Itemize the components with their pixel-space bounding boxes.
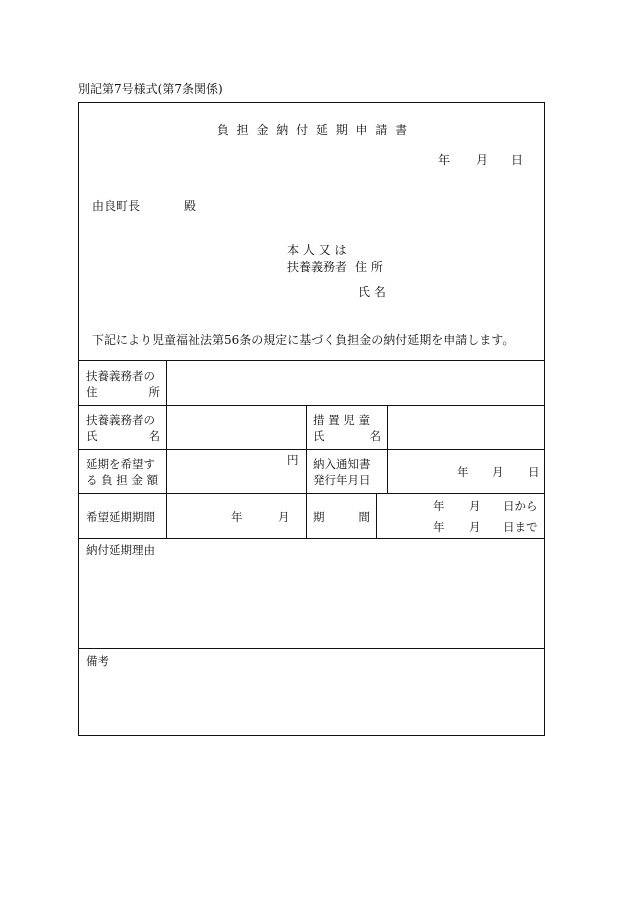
- row3-label2-line1: 納入通知書: [313, 457, 371, 471]
- row3-label-line2: る 負 担 金 額: [86, 473, 159, 487]
- row2-label2-line1: 措 置 児 童: [313, 413, 370, 427]
- form-title: 負 担 金 納 付 延 期 申 請 書: [216, 123, 410, 137]
- row2-label-line1: 扶養義務者の: [86, 413, 155, 427]
- table-rule-3: [78, 449, 545, 450]
- row4-to-day: 日まで: [503, 520, 538, 534]
- row4-label2-b: 間: [358, 510, 370, 524]
- row4-from-day: 日から: [503, 499, 538, 513]
- row1-label-line2-a: 住: [86, 385, 98, 399]
- table-col-divider-3b: [376, 493, 377, 538]
- row4-from-year: 年: [433, 499, 445, 513]
- table-rule-4: [78, 493, 545, 494]
- row3-date-year: 年: [457, 465, 469, 479]
- row2-label-line2-b: 名: [148, 429, 160, 443]
- row1-label-line2-b: 所: [148, 385, 160, 399]
- row3-currency-unit: 円: [287, 453, 299, 467]
- row4-label2-a: 期: [313, 510, 325, 524]
- row3-date-day: 日: [528, 465, 540, 479]
- date-year: 年: [438, 153, 451, 167]
- table-col-divider-2: [306, 405, 307, 538]
- date-month: 月: [476, 153, 489, 167]
- row2-label2-line2-a: 氏: [313, 429, 325, 443]
- row2-label-line2-a: 氏: [86, 429, 98, 443]
- table-rule-5: [78, 538, 545, 539]
- table-rule-2: [78, 405, 545, 406]
- row2-label-line2: [86, 428, 160, 444]
- reason-label: 納付延期理由: [86, 543, 155, 557]
- row4-year: 年: [231, 510, 243, 524]
- row1-label-line2: [86, 384, 160, 400]
- row3-label2-line2: 発行年月日: [313, 473, 371, 487]
- row2-label2-line2-b: 名: [369, 429, 381, 443]
- addressee-name: 由良町長: [92, 199, 141, 213]
- applicant-role: 扶養義務者: [287, 260, 348, 274]
- table-col-divider-1: [166, 360, 167, 538]
- row4-to-month: 月: [469, 520, 481, 534]
- application-statement: 下記により児童福祉法第56条の規定に基づく負担金の納付延期を申請します。: [92, 333, 515, 347]
- applicant-name-label: 氏 名: [358, 285, 386, 299]
- row4-label2: [313, 509, 370, 525]
- row4-label: 希望延期期間: [86, 510, 155, 524]
- row2-label2-line2: [313, 428, 381, 444]
- applicant-line1: 本 人 又 は: [287, 243, 347, 257]
- table-rule-6: [78, 648, 545, 649]
- table-rule-1: [78, 360, 545, 361]
- row3-label-line1: 延期を希望す: [86, 457, 155, 471]
- row1-label-line1: 扶養義務者の: [86, 369, 155, 383]
- date-day: 日: [511, 153, 524, 167]
- row4-from-month: 月: [469, 499, 481, 513]
- addressee-honorific: 殿: [184, 199, 197, 213]
- row4-month: 月: [278, 510, 290, 524]
- form-number: 別記第7号様式(第7条関係): [78, 82, 223, 96]
- row3-date-month: 月: [492, 465, 504, 479]
- row4-to-year: 年: [433, 520, 445, 534]
- table-col-divider-3a: [387, 405, 388, 493]
- remarks-label: 備考: [86, 654, 109, 668]
- applicant-address-label: 住 所: [355, 260, 383, 274]
